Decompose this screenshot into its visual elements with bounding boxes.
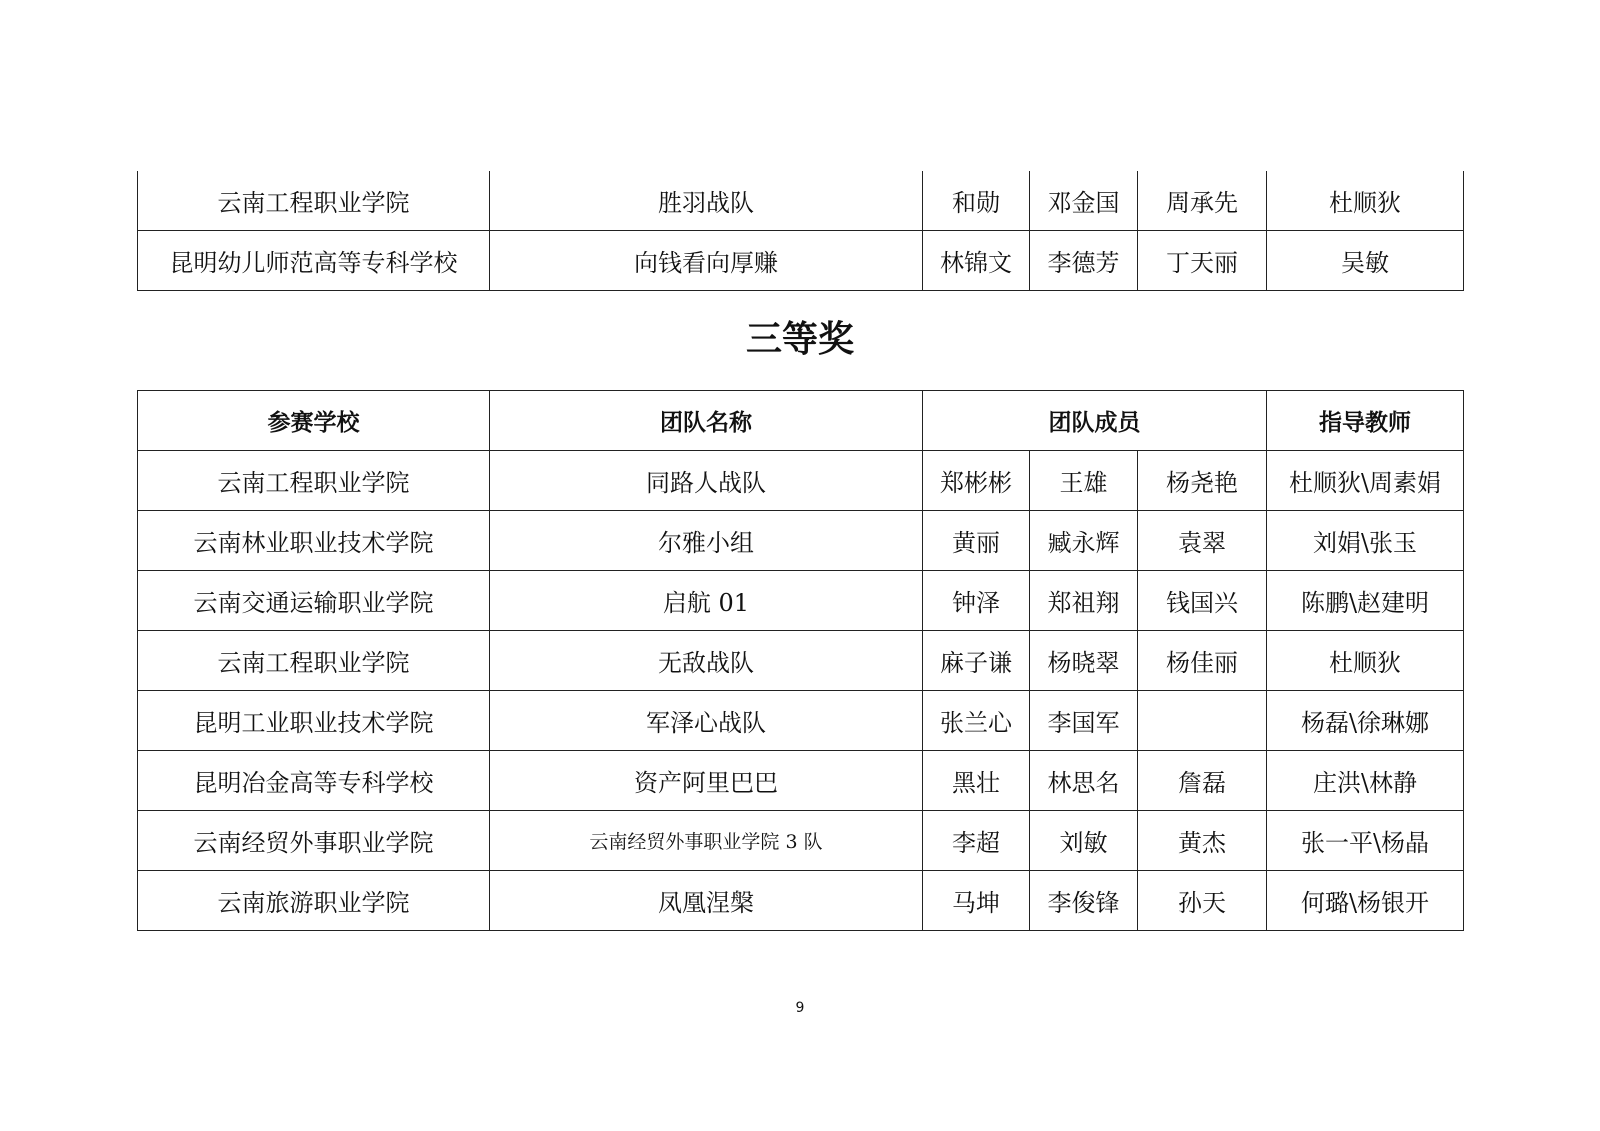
advisor-cell: 刘娟\张玉 — [1267, 511, 1464, 571]
member-cell: 和勋 — [923, 171, 1030, 231]
school-cell: 云南工程职业学院 — [138, 451, 490, 511]
member-cell: 李超 — [923, 811, 1030, 871]
team-name-cell: 尔雅小组 — [490, 511, 923, 571]
table-row — [138, 171, 1464, 231]
school-cell: 云南工程职业学院 — [138, 631, 490, 691]
member-cell: 张兰心 — [923, 691, 1030, 751]
team-name-cell: 向钱看向厚赚 — [490, 231, 923, 291]
table-header-row — [138, 391, 1464, 451]
advisor-cell: 吴敏 — [1267, 231, 1464, 291]
school-cell: 昆明幼儿师范高等专科学校 — [138, 231, 490, 291]
member-cell: 詹磊 — [1138, 751, 1267, 811]
advisor-cell: 陈鹏\赵建明 — [1267, 571, 1464, 631]
table-row — [138, 231, 1464, 291]
table-row — [138, 871, 1464, 931]
school-cell: 云南旅游职业学院 — [138, 871, 490, 931]
advisor-cell: 张一平\杨晶 — [1267, 811, 1464, 871]
member-cell — [1138, 691, 1267, 751]
table-row — [138, 511, 1464, 571]
member-cell: 林思名 — [1030, 751, 1138, 811]
advisor-cell: 杜顺狄\周素娟 — [1267, 451, 1464, 511]
table-row — [138, 811, 1464, 871]
advisor-cell: 何璐\杨银开 — [1267, 871, 1464, 931]
member-cell: 李德芳 — [1030, 231, 1138, 291]
continued-award-table — [137, 171, 1464, 291]
team-name-cell: 同路人战队 — [490, 451, 923, 511]
member-cell: 马坤 — [923, 871, 1030, 931]
member-cell: 黄丽 — [923, 511, 1030, 571]
member-cell: 王雄 — [1030, 451, 1138, 511]
team-name-cell: 启航 01 — [490, 571, 923, 631]
member-cell: 黑壮 — [923, 751, 1030, 811]
third-prize-title: 三等奖 — [745, 319, 854, 360]
table-row — [138, 751, 1464, 811]
table-row — [138, 691, 1464, 751]
member-cell: 郑祖翔 — [1030, 571, 1138, 631]
school-cell: 云南工程职业学院 — [138, 171, 490, 231]
team-name-cell: 凤凰涅槃 — [490, 871, 923, 931]
member-cell: 杨佳丽 — [1138, 631, 1267, 691]
table-row — [138, 631, 1464, 691]
school-cell: 云南林业职业技术学院 — [138, 511, 490, 571]
header-team-members: 团队成员 — [923, 391, 1267, 451]
member-cell: 刘敏 — [1030, 811, 1138, 871]
third-prize-table — [137, 390, 1464, 931]
member-cell: 邓金国 — [1030, 171, 1138, 231]
member-cell: 杨尧艳 — [1138, 451, 1267, 511]
school-cell: 昆明冶金高等专科学校 — [138, 751, 490, 811]
advisor-cell: 杜顺狄 — [1267, 631, 1464, 691]
table-row — [138, 571, 1464, 631]
member-cell: 臧永辉 — [1030, 511, 1138, 571]
member-cell: 钱国兴 — [1138, 571, 1267, 631]
member-cell: 郑彬彬 — [923, 451, 1030, 511]
team-name-cell: 云南经贸外事职业学院 3 队 — [490, 811, 923, 871]
member-cell: 周承先 — [1138, 171, 1267, 231]
team-name-cell: 军泽心战队 — [490, 691, 923, 751]
table-row — [138, 451, 1464, 511]
header-team-name: 团队名称 — [490, 391, 923, 451]
member-cell: 黄杰 — [1138, 811, 1267, 871]
member-cell: 麻子谦 — [923, 631, 1030, 691]
member-cell: 李国军 — [1030, 691, 1138, 751]
school-cell: 昆明工业职业技术学院 — [138, 691, 490, 751]
member-cell: 孙天 — [1138, 871, 1267, 931]
school-cell: 云南交通运输职业学院 — [138, 571, 490, 631]
member-cell: 李俊锋 — [1030, 871, 1138, 931]
header-advisor: 指导教师 — [1267, 391, 1464, 451]
advisor-cell: 杜顺狄 — [1267, 171, 1464, 231]
school-cell: 云南经贸外事职业学院 — [138, 811, 490, 871]
advisor-cell: 庄洪\林静 — [1267, 751, 1464, 811]
team-name-cell: 胜羽战队 — [490, 171, 923, 231]
team-name-cell: 无敌战队 — [490, 631, 923, 691]
page-number: 9 — [795, 1000, 805, 1016]
header-school: 参赛学校 — [138, 391, 490, 451]
member-cell: 袁翠 — [1138, 511, 1267, 571]
advisor-cell: 杨磊\徐琳娜 — [1267, 691, 1464, 751]
member-cell: 钟泽 — [923, 571, 1030, 631]
member-cell: 林锦文 — [923, 231, 1030, 291]
member-cell: 丁天丽 — [1138, 231, 1267, 291]
member-cell: 杨晓翠 — [1030, 631, 1138, 691]
team-name-cell: 资产阿里巴巴 — [490, 751, 923, 811]
